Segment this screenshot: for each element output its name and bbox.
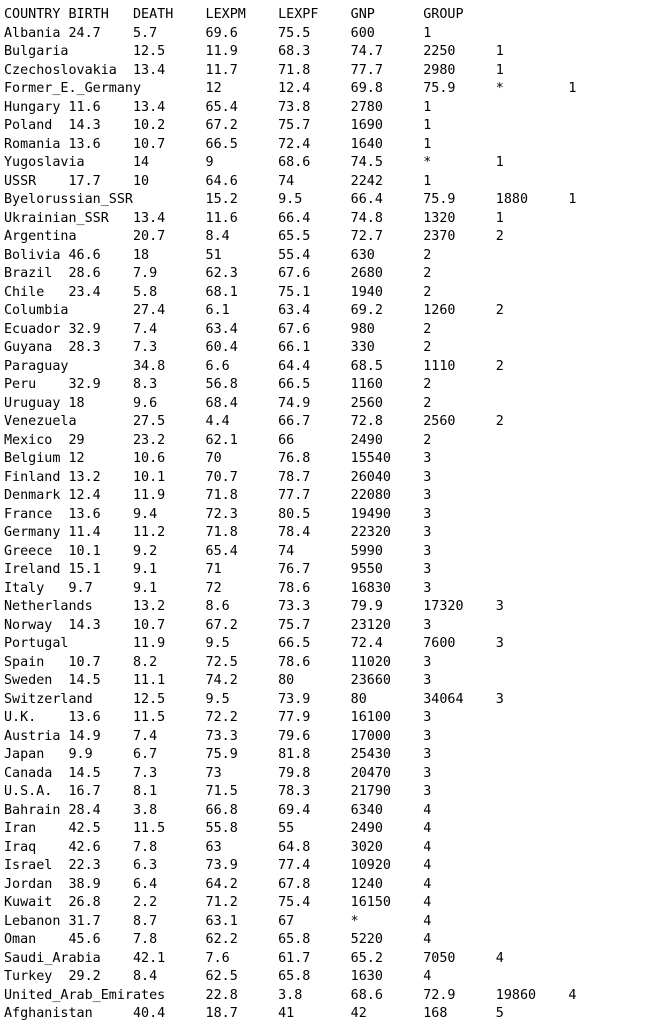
data-row: Hungary 11.6 13.4 65.4 73.8 2780 1 (4, 99, 432, 115)
data-row: Austria 14.9 7.4 73.3 79.6 17000 3 (4, 728, 432, 744)
data-row: Romania 13.6 10.7 66.5 72.4 1640 1 (4, 136, 432, 152)
data-row: Czechoslovakia 13.4 11.7 71.8 77.7 2980 1 (4, 62, 504, 78)
data-listing (4, 6, 576, 1024)
data-row: Jordan 38.9 6.4 64.2 67.8 1240 4 (4, 876, 432, 892)
data-row: Saudi_Arabia 42.1 7.6 61.7 65.2 7050 4 (4, 950, 504, 966)
data-row: Mexico 29 23.2 62.1 66 2490 2 (4, 432, 432, 448)
data-row: Oman 45.6 7.8 62.2 65.8 5220 4 (4, 932, 432, 947)
data-row: Byelorussian_SSR 15.2 9.5 66.4 75.9 1880 1 (4, 192, 577, 207)
data-row: Italy 9.7 9.1 72 78.6 16830 3 (4, 580, 432, 596)
header-row: COUNTRY BIRTH DEATH LEXPM LEXPF GNP GROUP (4, 7, 464, 22)
data-row: Bolivia 46.6 18 51 55.4 630 2 (4, 247, 432, 263)
data-row: United_Arab_Emirates 22.8 3.8 68.6 72.9 19860 4 (4, 987, 577, 1003)
data-row: Brazil 28.6 7.9 62.3 67.6 2680 2 (4, 266, 432, 281)
data-row: Germany 11.4 11.2 71.8 78.4 22320 3 (4, 525, 432, 540)
data-row: U.S.A. 16.7 8.1 71.5 78.3 21790 3 (4, 784, 432, 799)
data-row: Paraguay 34.8 6.6 64.4 68.5 1110 2 (4, 358, 504, 374)
data-row: Lebanon 31.7 8.7 63.1 67 * 4 (4, 913, 432, 929)
data-row: Yugoslavia 14 9 68.6 74.5 * 1 (4, 155, 504, 170)
data-row: Japan 9.9 6.7 75.9 81.8 25430 3 (4, 747, 432, 762)
data-row: Sweden 14.5 11.1 74.2 80 23660 3 (4, 673, 432, 688)
data-row: Spain 10.7 8.2 72.5 78.6 11020 3 (4, 654, 432, 670)
data-row: Columbia 27.4 6.1 63.4 69.2 1260 2 (4, 303, 504, 318)
data-row: Kuwait 26.8 2.2 71.2 75.4 16150 4 (4, 895, 432, 910)
data-row: Finland 13.2 10.1 70.7 78.7 26040 3 (4, 469, 432, 485)
data-row: Portugal 11.9 9.5 66.5 72.4 7600 3 (4, 636, 504, 651)
data-row: Chile 23.4 5.8 68.1 75.1 1940 2 (4, 284, 432, 300)
data-row: Bahrain 28.4 3.8 66.8 69.4 6340 4 (4, 802, 432, 818)
data-row: Israel 22.3 6.3 73.9 77.4 10920 4 (4, 858, 432, 873)
data-row: Afghanistan 40.4 18.7 41 42 168 5 (4, 1006, 504, 1021)
data-row: Ireland 15.1 9.1 71 76.7 9550 3 (4, 562, 432, 577)
data-row: Poland 14.3 10.2 67.2 75.7 1690 1 (4, 118, 432, 133)
data-row: Peru 32.9 8.3 56.8 66.5 1160 2 (4, 377, 432, 392)
data-row: Turkey 29.2 8.4 62.5 65.8 1630 4 (4, 969, 432, 984)
data-row: USSR 17.7 10 64.6 74 2242 1 (4, 173, 432, 189)
data-row: Iran 42.5 11.5 55.8 55 2490 4 (4, 821, 432, 836)
data-row: U.K. 13.6 11.5 72.2 77.9 16100 3 (4, 710, 432, 725)
data-row: Ukrainian_SSR 13.4 11.6 66.4 74.8 1320 1 (4, 210, 504, 226)
data-row: Argentina 20.7 8.4 65.5 72.7 2370 2 (4, 229, 504, 244)
data-row: France 13.6 9.4 72.3 80.5 19490 3 (4, 506, 432, 522)
data-row: Greece 10.1 9.2 65.4 74 5990 3 (4, 543, 432, 559)
data-row: Venezuela 27.5 4.4 66.7 72.8 2560 2 (4, 414, 504, 429)
data-row: Albania 24.7 5.7 69.6 75.5 600 1 (4, 25, 432, 41)
data-row: Iraq 42.6 7.8 63 64.8 3020 4 (4, 839, 432, 855)
data-row: Netherlands 13.2 8.6 73.3 79.9 17320 3 (4, 599, 504, 614)
data-row: Denmark 12.4 11.9 71.8 77.7 22080 3 (4, 488, 432, 503)
data-row: Bulgaria 12.5 11.9 68.3 74.7 2250 1 (4, 44, 504, 59)
data-row: Switzerland 12.5 9.5 73.9 80 34064 3 (4, 691, 504, 707)
data-row: Belgium 12 10.6 70 76.8 15540 3 (4, 451, 432, 466)
data-row: Uruguay 18 9.6 68.4 74.9 2560 2 (4, 395, 432, 411)
data-row: Norway 14.3 10.7 67.2 75.7 23120 3 (4, 617, 432, 633)
data-row: Ecuador 32.9 7.4 63.4 67.6 980 2 (4, 321, 432, 337)
data-row: Guyana 28.3 7.3 60.4 66.1 330 2 (4, 340, 432, 355)
data-row: Former_E._Germany 12 12.4 69.8 75.9 * 1 (4, 81, 577, 96)
data-row: Canada 14.5 7.3 73 79.8 20470 3 (4, 765, 432, 781)
